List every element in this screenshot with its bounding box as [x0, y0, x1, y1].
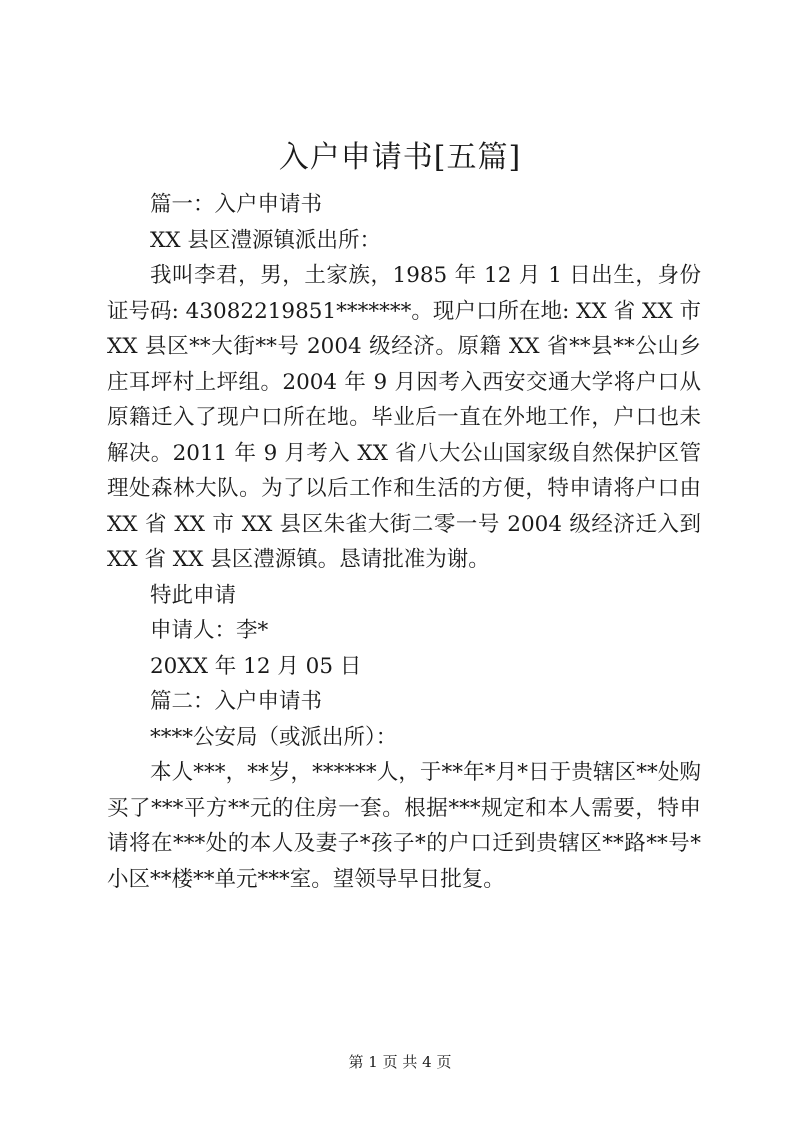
body-paragraph-2: 本人***，**岁，******人，于**年*月*日于贵辖区**处购买了***平方**元的住房一套。根据***规定和本人需要，特申请将在***处的本人及妻子*孩子*的户口迁到贵辖区**路**号*小区**楼**单元***室。望领导早日批复。	[107, 760, 701, 892]
addressee-2: ****公安局（或派出所）：	[150, 724, 398, 750]
document-body	[107, 187, 701, 897]
section-heading-2: 篇二：入户申请书	[150, 689, 323, 714]
document-title: 入户申请书[五篇]	[278, 140, 522, 175]
section-heading-1: 篇一：入户申请书	[150, 192, 323, 217]
addressee-1: XX 县区澧源镇派出所：	[150, 227, 381, 253]
application-date: 20XX 年 12 月 05 日	[150, 653, 362, 679]
applicant-signature: 申请人：李*	[150, 618, 269, 643]
closing-phrase: 特此申请	[150, 582, 237, 608]
body-paragraph-1: 我叫李君，男，土家族，1985 年 12 月 1 日出生，身份证号码: 43082219851*******。现户口所在地: XX 省 XX 市 XX 县区**大街**号 2004 级经济。原籍 XX 省**县**公山乡庄耳坪村上坪组。2004 年 9 月因考入西安交通大学将户口从原籍迁入了现户口所在地。毕业后一直在外地工作，户口也未解决。2011 年 9 月考入 XX 省八大公山国家级自然保护区管理处森林大队。为了以后工作和生活的方便，特申请将户口由 XX 省 XX 市 XX 县区朱雀大街二零一号 2004 级经济迁入到 XX 省 XX 县区澧源镇。恳请批准为谢。	[107, 263, 701, 572]
page-number-footer: 第 1 页 共 4 页	[348, 1053, 452, 1071]
